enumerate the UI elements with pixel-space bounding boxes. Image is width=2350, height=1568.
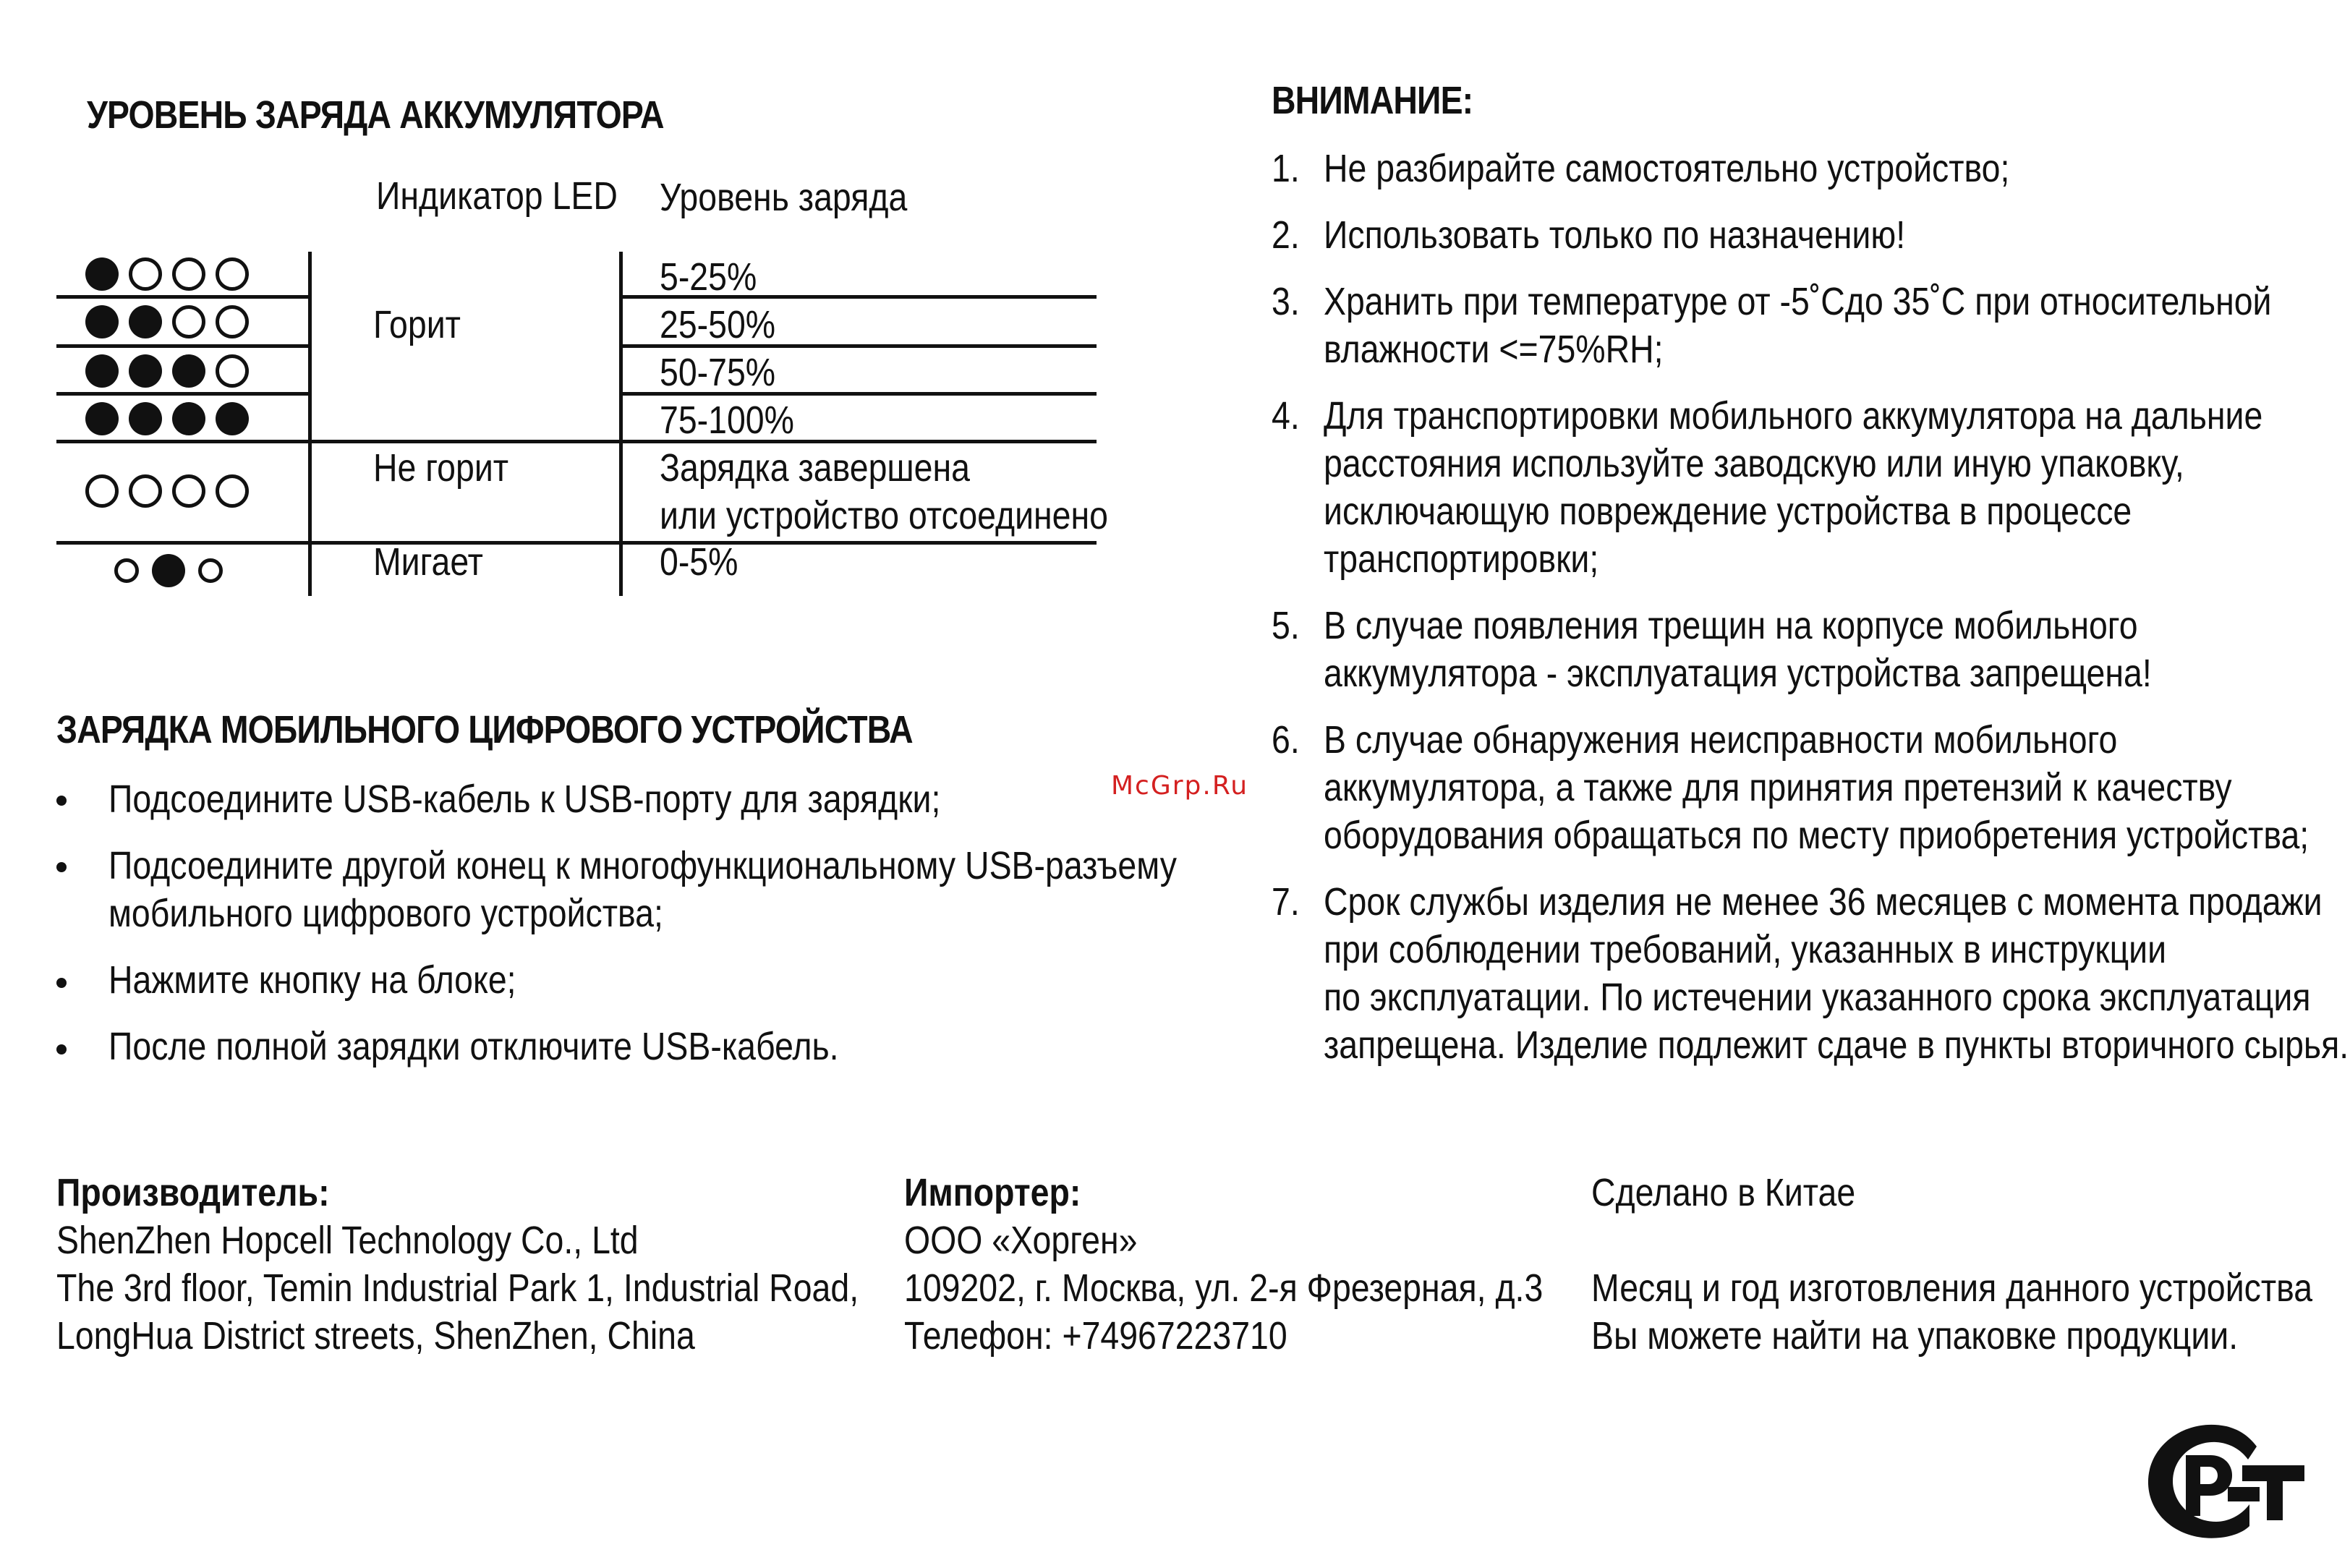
attention-item-6-line1: В случае обнаружения неисправности мобильного [1324, 718, 2118, 762]
led-on-icon [172, 354, 205, 388]
col-header-level: Уровень заряда [660, 176, 908, 219]
led-on-icon [152, 554, 185, 587]
led-on-icon [85, 354, 119, 388]
level-off-line1: Зарядка завершена [660, 446, 970, 490]
led-indicator-1 [85, 257, 259, 291]
charging-step-3: Нажмите кнопку на блоке; [108, 958, 516, 1002]
origin-line2: Вы можете найти на упаковке продукции. [1591, 1314, 2239, 1358]
level-blink: 0-5% [660, 540, 738, 584]
attention-item-7-line2: при соблюдении требований, указанных в инструкции [1324, 928, 2167, 971]
table-rule [56, 295, 310, 299]
level-4: 75-100% [660, 399, 794, 442]
manufacturer-line3: LongHua District streets, ShenZhen, China [56, 1314, 695, 1358]
charging-section-title: ЗАРЯДКА МОБИЛЬНОГО ЦИФРОВОГО УСТРОЙСТВА [56, 708, 913, 751]
attention-item-5-line1: В случае появления трещин на корпусе мобильного [1324, 604, 2138, 647]
state-blink: Мигает [373, 540, 483, 584]
led-off-icon [198, 558, 223, 583]
attention-num-3: 3. [1272, 280, 1300, 323]
battery-section-title: УРОВЕНЬ ЗАРЯДА АККУМУЛЯТОРА [87, 93, 664, 137]
led-off-icon [114, 558, 139, 583]
led-indicator-2 [85, 305, 259, 338]
attention-item-4-line3: исключающую повреждение устройства в процессе [1324, 490, 2132, 533]
level-3: 50-75% [660, 351, 776, 394]
bullet-icon [56, 796, 67, 806]
led-indicator-off [85, 474, 259, 508]
attention-item-7-line4: запрещена. Изделие подлежит сдаче в пункты вторичного сырья. [1324, 1023, 2349, 1067]
led-on-icon [85, 402, 119, 435]
manufacturer-line2: The 3rd floor, Temin Industrial Park 1, Industrial Road, [56, 1266, 859, 1310]
importer-line2: 109202, г. Москва, ул. 2-я Фрезерная, д.3 [904, 1266, 1544, 1310]
table-rule [56, 344, 310, 348]
led-off-icon [129, 474, 162, 508]
level-off-line2: или устройство отсоединено [660, 494, 1108, 537]
attention-num-5: 5. [1272, 604, 1300, 647]
led-off-icon [216, 474, 249, 508]
led-indicator-blink [114, 554, 223, 587]
charging-step-4: После полной зарядки отключите USB-кабель. [108, 1025, 839, 1068]
col-header-led: Индикатор LED [376, 174, 618, 218]
led-indicator-4 [85, 402, 259, 435]
level-1: 5-25% [660, 255, 757, 299]
led-off-icon [85, 474, 119, 508]
charging-step-2-line2: мобильного цифрового устройства; [108, 892, 663, 935]
importer-title: Импортер: [904, 1171, 1081, 1214]
attention-num-6: 6. [1272, 718, 1300, 762]
importer-line1: ООО «Хорген» [904, 1219, 1138, 1262]
attention-item-7-line1: Срок службы изделия не менее 36 месяцев с момента продажи [1324, 880, 2323, 924]
attention-item-7-line3: по эксплуатации. По истечении указанного срока эксплуатация [1324, 976, 2311, 1019]
charging-step-1: Подсоедините USB-кабель к USB-порту для зарядки; [108, 777, 941, 821]
attention-item-3-line2: влажности <=75%RH; [1324, 328, 1664, 371]
led-off-icon [172, 257, 205, 291]
attention-title: ВНИМАНИЕ: [1272, 79, 1473, 122]
level-2: 25-50% [660, 303, 776, 346]
led-off-icon [216, 257, 249, 291]
led-on-icon [129, 402, 162, 435]
led-on-icon [129, 354, 162, 388]
table-rule [56, 541, 1097, 545]
attention-item-4-line2: расстояния используйте заводскую или иную упаковку, [1324, 442, 2184, 485]
pct-certification-icon [2141, 1418, 2307, 1548]
attention-item-2: Использовать только по назначению! [1324, 213, 1906, 257]
led-off-icon [216, 354, 249, 388]
led-on-icon [85, 257, 119, 291]
bullet-icon [56, 862, 67, 872]
watermark: McGrp.Ru [1111, 771, 1249, 801]
attention-num-1: 1. [1272, 147, 1300, 190]
led-off-icon [172, 474, 205, 508]
attention-num-2: 2. [1272, 213, 1300, 257]
state-off: Не горит [373, 446, 509, 490]
led-off-icon [129, 257, 162, 291]
manufacturer-title: Производитель: [56, 1171, 330, 1214]
led-off-icon [216, 305, 249, 338]
table-rule [56, 440, 1097, 443]
attention-num-7: 7. [1272, 880, 1300, 924]
attention-item-6-line3: оборудования обращаться по месту приобретения устройства; [1324, 814, 2309, 857]
bullet-icon [56, 978, 67, 988]
led-on-icon [129, 305, 162, 338]
made-in: Сделано в Китае [1591, 1171, 1856, 1214]
bullet-icon [56, 1044, 67, 1054]
attention-item-3-line1: Хранить при температуре от -5˚Сдо 35˚С при относительной [1324, 280, 2272, 323]
led-off-icon [172, 305, 205, 338]
led-on-icon [85, 305, 119, 338]
attention-num-4: 4. [1272, 394, 1300, 438]
table-rule [56, 392, 310, 396]
attention-item-1: Не разбирайте самостоятельно устройство; [1324, 147, 2010, 190]
origin-line1: Месяц и год изготовления данного устройства [1591, 1266, 2313, 1310]
importer-line3: Телефон: +74967223710 [904, 1314, 1287, 1358]
state-on: Горит [373, 303, 461, 346]
manufacturer-line1: ShenZhen Hopcell Technology Co., Ltd [56, 1219, 639, 1262]
attention-item-4-line4: транспортировки; [1324, 537, 1599, 581]
attention-item-4-line1: Для транспортировки мобильного аккумулятора на дальние [1324, 394, 2263, 438]
led-on-icon [216, 402, 249, 435]
attention-item-6-line2: аккумулятора, а также для принятия претензий к качеству [1324, 766, 2232, 809]
charging-step-2-line1: Подсоедините другой конец к многофункциональному USB-разъему [108, 844, 1177, 887]
led-indicator-3 [85, 354, 259, 388]
led-on-icon [172, 402, 205, 435]
attention-item-5-line2: аккумулятора - эксплуатация устройства запрещена! [1324, 652, 2152, 695]
